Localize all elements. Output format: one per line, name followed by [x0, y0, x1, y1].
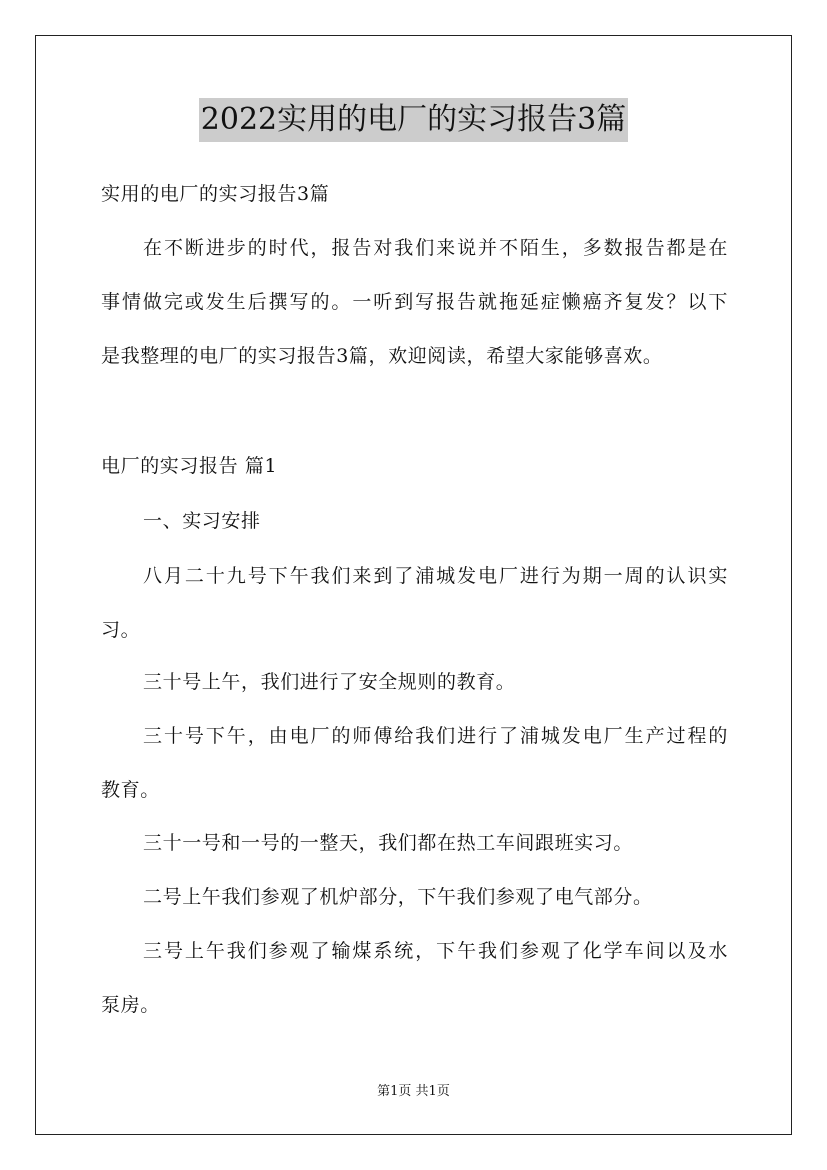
page-footer: 第1页 共1页: [377, 1084, 450, 1099]
body-line: 三十一号和一号的一整天，我们都在热工车间跟班实习。: [143, 832, 634, 854]
document-subtitle: 实用的电厂的实习报告3篇: [101, 183, 330, 205]
body-line: 三十号下午，由电厂的师傅给我们进行了浦城发电厂生产过程的: [143, 725, 728, 747]
section-heading: 电厂的实习报告 篇1: [101, 455, 278, 477]
body-line: 泵房。: [101, 994, 160, 1016]
intro-line-1: 在不断进步的时代，报告对我们来说并不陌生，多数报告都是在: [143, 237, 728, 259]
intro-line-3: 是我整理的电厂的实习报告3篇，欢迎阅读，希望大家能够喜欢。: [101, 345, 663, 367]
body-line: 二号上午我们参观了机炉部分，下午我们参观了电气部分。: [143, 886, 653, 908]
title-container: [0, 98, 827, 142]
body-line: 一、实习安排: [143, 510, 261, 532]
intro-line-2: 事情做完或发生后撰写的。一听到写报告就拖延症懒癌齐复发？以下: [101, 291, 728, 313]
body-line: 教育。: [101, 779, 160, 801]
body-line: 八月二十九号下午我们来到了浦城发电厂进行为期一周的认识实: [143, 565, 728, 587]
document-title: 2022实用的电厂的实习报告3篇: [199, 98, 628, 142]
body-line: 习。: [101, 619, 141, 641]
body-line: 三十号上午，我们进行了安全规则的教育。: [143, 671, 516, 693]
body-line: 三号上午我们参观了输煤系统，下午我们参观了化学车间以及水: [143, 940, 728, 962]
